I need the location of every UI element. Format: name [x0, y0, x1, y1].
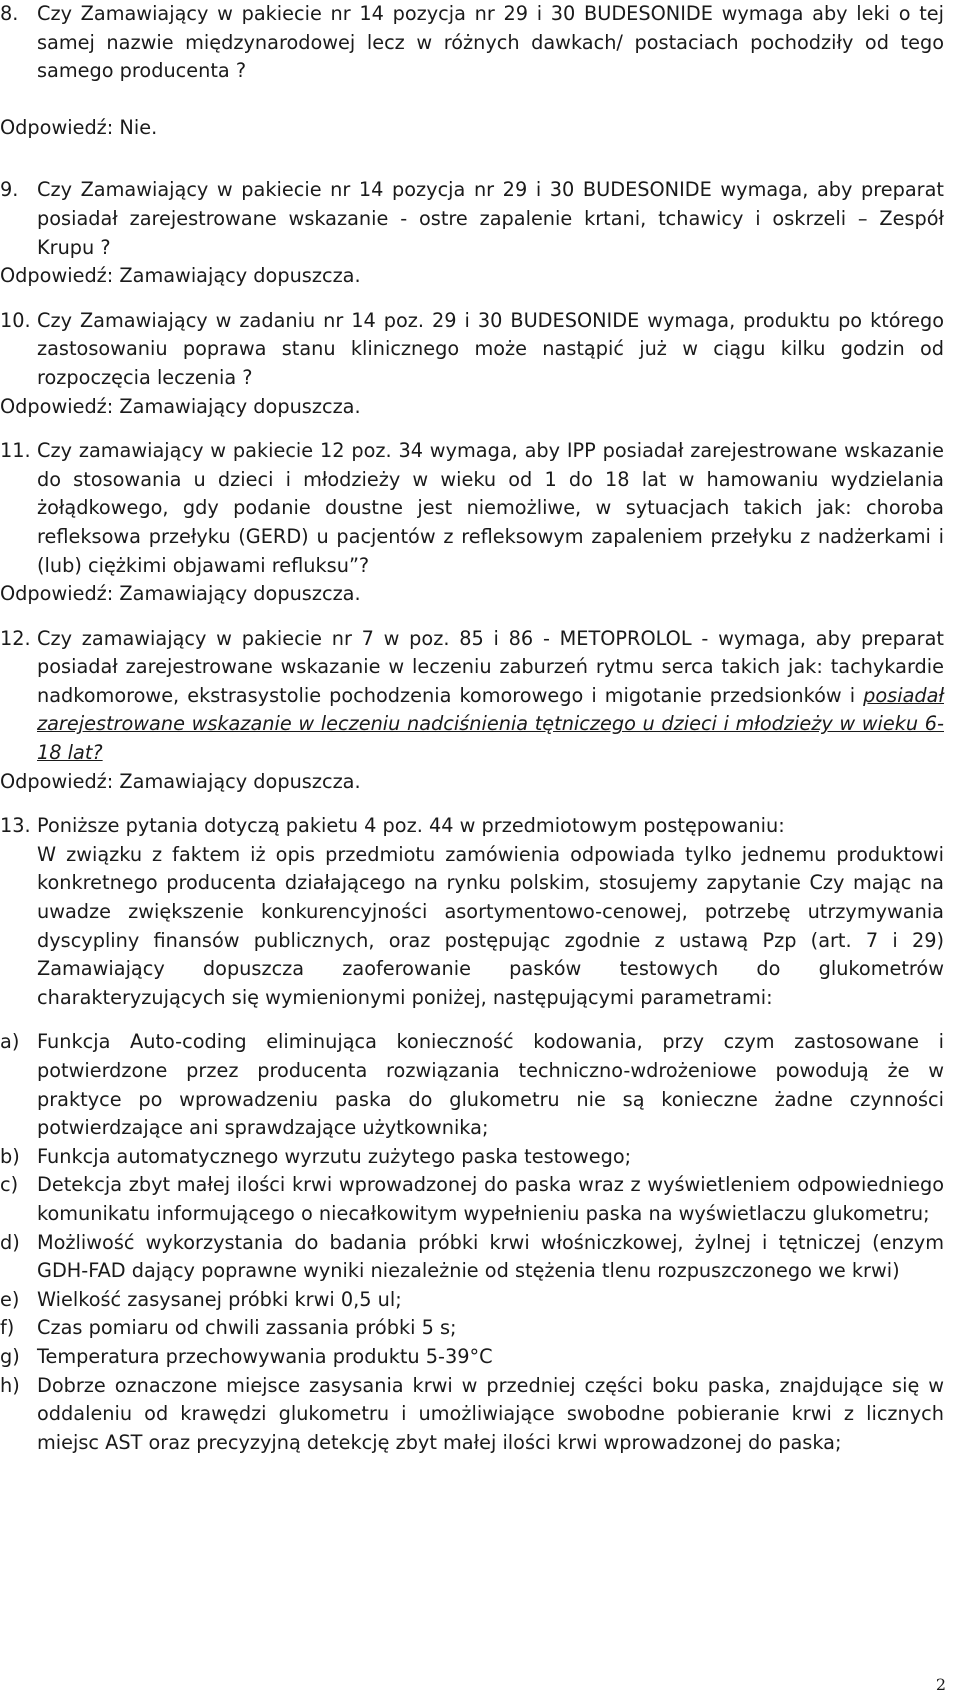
- question-number: 9.: [0, 178, 19, 202]
- list-letter: g): [0, 1344, 20, 1368]
- list-item: [0, 1314, 944, 1343]
- list-item: [0, 1286, 944, 1315]
- question-text: Czy zamawiający w pakiecie 12 poz. 34 wymaga, aby IPP posiadał zarejestrowane wskazanie do stosowania u dzieci i młodzieży w wieku od 1 do 18 lat w hamowaniu wydzielania żołądkowego, gdy podanie doustne jest niemożliwe, w sytuacjach takich jak: choroba refleksowa przełyku (GERD) u pacjentów z refleksowym zapaleniem przełyku z nadżerkami i (lub) ciężkimi objawami refluksu”?: [37, 439, 944, 577]
- question-text: Czy Zamawiający w pakiecie nr 14 pozycja nr 29 i 30 BUDESONIDE wymaga, aby preparat posiadał zarejestrowane wskazanie - ostre zapalenie krtani, tchawicy i oskrzeli – Zespół Krupu ?: [37, 178, 944, 259]
- list-item: [0, 1343, 944, 1372]
- question-number: 10.: [0, 308, 31, 332]
- parameter-list: [0, 1028, 960, 1457]
- list-letter: a): [0, 1030, 20, 1054]
- list-text: Wielkość zasysanej próbki krwi 0,5 ul;: [37, 1287, 402, 1311]
- question-11: [0, 437, 944, 580]
- question-number: 12.: [0, 626, 31, 650]
- list-letter: e): [0, 1287, 20, 1311]
- question-text-emphasis: posiadał zarejestrowane wskazanie w leczeniu nadciśnienia tętniczego u dzieci i młodzieży w wieku 6-18 lat?: [37, 683, 944, 765]
- list-item: [0, 1372, 944, 1458]
- question-body: W związku z faktem iż opis przedmiotu zamówienia odpowiada tylko jednemu produktowi konkretnego producenta działającego na rynku polskim, stosujemy zapytanie Czy mając na uwadze zwiększenie konkurencyjności asortymentowo-cenowej, potrzebę utrzymywania dyscypliny finansów publicznych, oraz postępując zgodnie z ustawą Pzp (art. 7 i 29) Zamawiający dopuszcza zaoferowanie pasków testowych do glukometrów charakteryzujących się wymienionymi poniżej, następującymi parametrami:: [37, 842, 944, 1009]
- list-item: [0, 1171, 944, 1228]
- question-8: [0, 0, 944, 86]
- list-item: [0, 1143, 944, 1172]
- question-number: 8.: [0, 2, 19, 25]
- list-text: Funkcja Auto-coding eliminująca konieczność kodowania, przy czym zastosowane i potwierdzone przez producenta rozwiązania techniczno-wdrożeniowe powodują że w praktyce po wprowadzeniu paska do glukometru nie są konieczne żadne czynności potwierdzające ani sprawdzające użytkownika;: [37, 1030, 944, 1140]
- answer-12: Odpowiedź: Zamawiający dopuszcza.: [0, 769, 361, 793]
- list-text: Temperatura przechowywania produktu 5-39°C: [37, 1344, 493, 1368]
- question-12: [0, 625, 944, 768]
- list-text: Funkcja automatycznego wyrzutu zużytego paska testowego;: [37, 1144, 632, 1168]
- list-text: Dobrze oznaczone miejsce zasysania krwi w przedniej części boku paska, znajdujące się w oddaleniu od krawędzi glukometru i umożliwiające swobodne pobieranie krwi z licznych miejsc AST oraz precyzyjną detekcję zbyt małej ilości krwi wprowadzonej do paska;: [37, 1373, 944, 1454]
- question-text: Czy Zamawiający w zadaniu nr 14 poz. 29 i 30 BUDESONIDE wymaga, produktu po którego zastosowaniu poprawa stanu klinicznego może nastąpić już w ciągu kilku godzin od rozpoczęcia leczenia ?: [37, 308, 944, 389]
- list-text: Możliwość wykorzystania do badania próbki krwi włośniczkowej, żylnej i tętniczej (enzym GDH-FAD dający poprawne wyniki niezależnie od stężenia tlenu rozpuszczonego we krwi): [37, 1230, 944, 1283]
- list-letter: c): [0, 1173, 19, 1197]
- question-13: [0, 812, 944, 1012]
- list-item: [0, 1028, 944, 1142]
- page-number: 2: [935, 1675, 946, 1694]
- list-letter: f): [0, 1316, 15, 1340]
- answer-11: Odpowiedź: Zamawiający dopuszcza.: [0, 582, 361, 606]
- question-9: [0, 176, 944, 262]
- list-text: Czas pomiaru od chwili zassania próbki 5 s;: [37, 1316, 457, 1340]
- question-10: [0, 307, 944, 393]
- question-number: 11.: [0, 439, 31, 463]
- question-text: Poniższe pytania dotyczą pakietu 4 poz. 44 w przedmiotowym postępowaniu:: [37, 814, 785, 838]
- question-number: 13.: [0, 814, 31, 838]
- list-letter: d): [0, 1230, 20, 1254]
- answer-9: Odpowiedź: Zamawiający dopuszcza.: [0, 264, 361, 288]
- list-item: [0, 1229, 944, 1286]
- list-text: Detekcja zbyt małej ilości krwi wprowadzonej do paska wraz z wyświetleniem odpowiedniego komunikatu informującego o niecałkowitym wypełnieniu paska na wyświetlaczu glukometru;: [37, 1173, 944, 1225]
- answer-8: Odpowiedź: Nie.: [0, 115, 158, 139]
- question-text: Czy zamawiający w pakiecie nr 7 w poz. 85 i 86 - METOPROLOL - wymaga, aby preparat posiadał zarejestrowane wskazanie w leczeniu zaburzeń rytmu serca takich jak: tachykardie nadkomorowe, ekstrasystolie pochodzenia komorowego i migotanie przedsionków i: [37, 626, 944, 707]
- question-text: Czy Zamawiający w pakiecie nr 14 pozycja nr 29 i 30 BUDESONIDE wymaga aby leki o tej samej nazwie międzynarodowej lecz w różnych dawkach/ postaciach pochodziły od tego samego producenta ?: [37, 2, 944, 83]
- answer-10: Odpowiedź: Zamawiający dopuszcza.: [0, 394, 361, 418]
- list-letter: h): [0, 1373, 20, 1397]
- list-letter: b): [0, 1144, 20, 1168]
